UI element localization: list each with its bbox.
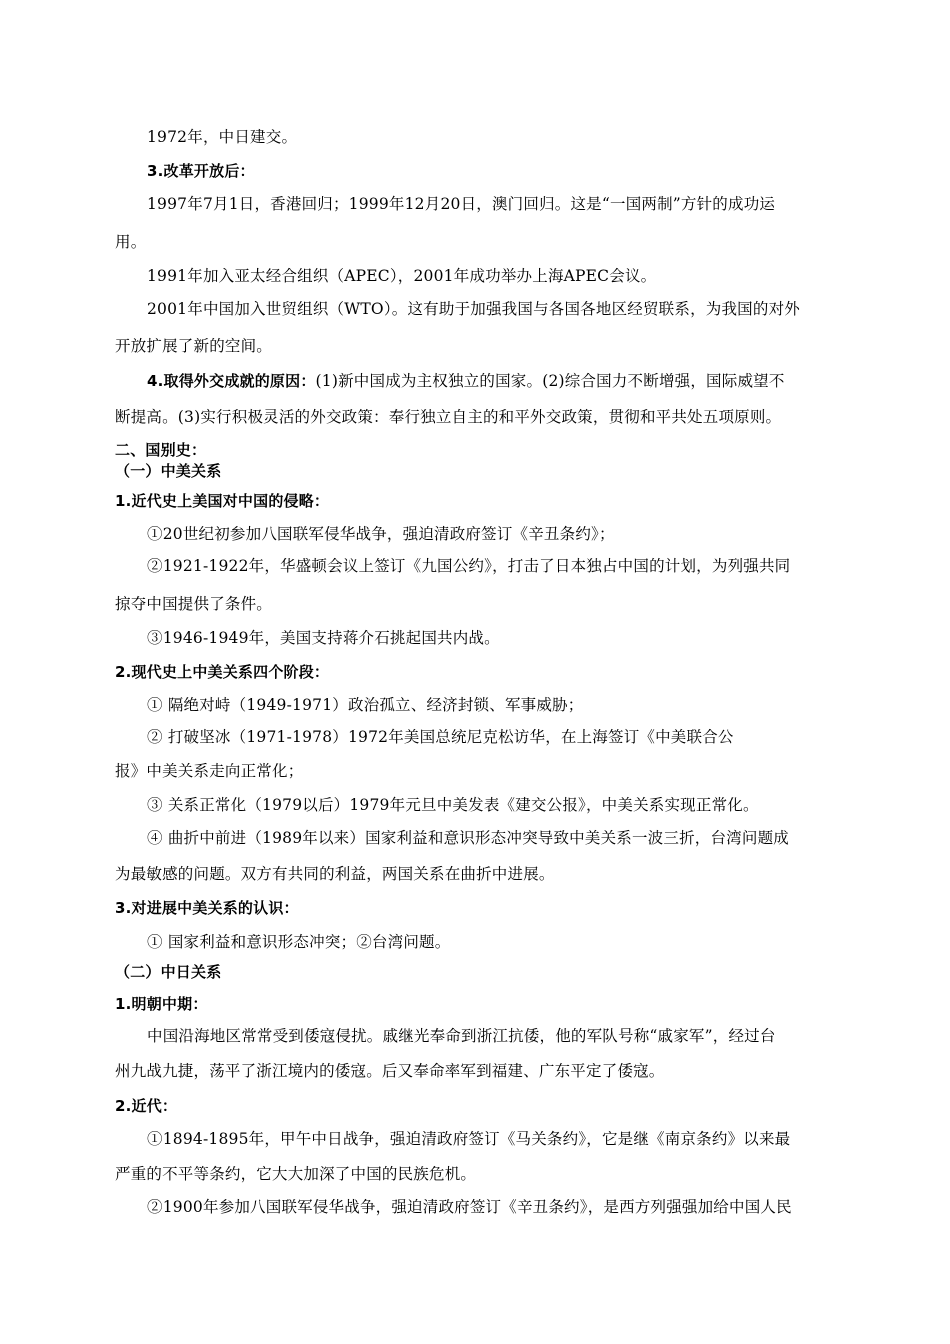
text-line: 掠夺中国提供了条件。 xyxy=(115,595,273,613)
list-item: ②1921-1922年，华盛顿会议上签订《九国公约》，打击了日本独占中国的计划，为列强共同 xyxy=(147,557,791,575)
text-line: 用。 xyxy=(115,233,147,251)
reasons-line xyxy=(147,371,785,391)
list-item: ③ 关系正常化（1979以后）1979年元旦中美发表《建交公报》，中美关系实现正常化。 xyxy=(147,796,759,814)
chapter-heading: 二、国别史： xyxy=(115,441,207,459)
section-heading: 3.改革开放后： xyxy=(147,162,255,180)
list-item: ②1900年参加八国联军侵华战争，强迫清政府签订《辛丑条约》，是西方列强强加给中国人民 xyxy=(147,1198,792,1216)
text-span: (1)新中国成为主权独立的国家。(2)综合国力不断增强，国际威望不 xyxy=(315,372,785,390)
list-item: ④ 曲折中前进（1989年以来）国家利益和意识形态冲突导致中美关系一波三折，台湾问题成 xyxy=(147,829,789,847)
list-item: ①20世纪初参加八国联军侵华战争，强迫清政府签订《辛丑条约》； xyxy=(147,525,615,543)
section-heading: 2.现代史上中美关系四个阶段： xyxy=(115,663,330,681)
text-line: 1997年7月1日，香港回归；1999年12月20日，澳门回归。这是“一国两制”方针的成功运 xyxy=(147,195,776,213)
subsection-heading: （一）中美关系 xyxy=(115,462,222,480)
list-item: ③1946-1949年，美国支持蒋介石挑起国共内战。 xyxy=(147,629,500,647)
list-item: ② 打破坚冰（1971-1978）1972年美国总统尼克松访华，在上海签订《中美联合公 xyxy=(147,728,734,746)
text-line: 开放扩展了新的空间。 xyxy=(115,337,273,355)
section-heading: 2.近代： xyxy=(115,1097,178,1115)
section-heading: 1.近代史上美国对中国的侵略： xyxy=(115,492,330,510)
subsection-heading: （二）中日关系 xyxy=(115,963,222,981)
text-line: 中国沿海地区常常受到倭寇侵扰。戚继光奉命到浙江抗倭，他的军队号称“戚家军”，经过台 xyxy=(147,1027,776,1045)
section-heading: 4.取得外交成就的原因： xyxy=(147,372,316,390)
list-item: ① 隔绝对峙（1949-1971）政治孤立、经济封锁、军事威胁； xyxy=(147,696,584,714)
text-line: 严重的不平等条约，它大大加深了中国的民族危机。 xyxy=(115,1165,477,1183)
text-line: 1991年加入亚太经合组织（APEC），2001年成功举办上海APEC会议。 xyxy=(147,267,657,285)
section-heading: 1.明朝中期： xyxy=(115,995,208,1013)
text-line: 为最敏感的问题。双方有共同的利益，两国关系在曲折中进展。 xyxy=(115,865,555,883)
list-item: ① 国家利益和意识形态冲突；②台湾问题。 xyxy=(147,933,451,951)
text-line: 报》中美关系走向正常化； xyxy=(115,762,304,780)
text-line: 2001年中国加入世贸组织（WTO）。这有助于加强我国与各国各地区经贸联系，为我国的对外 xyxy=(147,300,800,318)
list-item: ①1894-1895年，甲午中日战争，强迫清政府签订《马关条约》，它是继《南京条约》以来最 xyxy=(147,1130,791,1148)
text-line: 州九战九捷，荡平了浙江境内的倭寇。后又奉命率军到福建、广东平定了倭寇。 xyxy=(115,1062,665,1080)
section-heading: 3.对进展中美关系的认识： xyxy=(115,899,299,917)
text-line: 1972年，中日建交。 xyxy=(147,128,298,146)
text-line: 断提高。(3)实行积极灵活的外交政策：奉行独立自主的和平外交政策，贯彻和平共处五项原则。 xyxy=(115,408,782,426)
